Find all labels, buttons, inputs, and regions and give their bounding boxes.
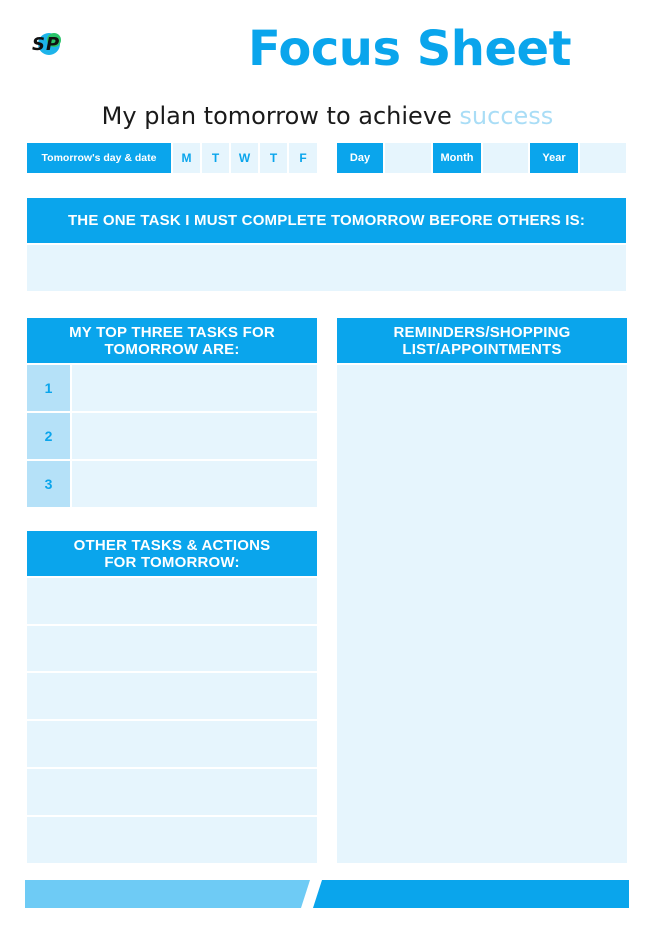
page-title: Focus Sheet	[248, 21, 572, 77]
logo	[28, 28, 68, 58]
page-subtitle	[0, 100, 655, 132]
task-number-3: 3	[27, 461, 70, 507]
subtitle-text: My plan tomorrow to achieve	[101, 102, 460, 130]
top-task-field-1[interactable]	[72, 365, 317, 411]
date-row-label: Tomorrow's day & date	[27, 143, 171, 173]
svg-text:S: S	[32, 34, 45, 55]
other-task-line-2[interactable]	[27, 626, 317, 671]
weekday-wednesday[interactable]: W	[231, 143, 258, 173]
task-number-1: 1	[27, 365, 70, 411]
reminders-field[interactable]	[337, 365, 627, 863]
reminders-heading: REMINDERS/SHOPPING LIST/APPOINTMENTS	[337, 318, 627, 363]
weekday-friday[interactable]: F	[289, 143, 317, 173]
top-task-field-2[interactable]	[72, 413, 317, 459]
month-label: Month	[433, 143, 481, 173]
top-three-heading: MY TOP THREE TASKS FOR TOMORROW ARE:	[27, 318, 317, 363]
other-tasks-heading: OTHER TASKS & ACTIONS FOR TOMORROW:	[27, 531, 317, 576]
other-task-line-3[interactable]	[27, 673, 317, 719]
svg-text:P: P	[46, 34, 60, 55]
year-field[interactable]	[580, 143, 626, 173]
subtitle-accent: success	[459, 102, 554, 130]
task-number-2: 2	[27, 413, 70, 459]
one-task-field[interactable]	[27, 245, 626, 291]
other-task-line-1[interactable]	[27, 578, 317, 624]
weekday-monday[interactable]: M	[173, 143, 200, 173]
weekday-tuesday[interactable]: T	[202, 143, 229, 173]
day-field[interactable]	[385, 143, 431, 173]
top-task-field-3[interactable]	[72, 461, 317, 507]
other-task-line-6[interactable]	[27, 817, 317, 863]
month-field[interactable]	[483, 143, 528, 173]
year-label: Year	[530, 143, 578, 173]
day-label: Day	[337, 143, 383, 173]
footer-bars	[0, 878, 655, 910]
other-task-line-5[interactable]	[27, 769, 317, 815]
one-task-heading: THE ONE TASK I MUST COMPLETE TOMORROW BEFORE OTHERS IS:	[27, 198, 626, 243]
weekday-thursday[interactable]: T	[260, 143, 287, 173]
other-task-line-4[interactable]	[27, 721, 317, 767]
